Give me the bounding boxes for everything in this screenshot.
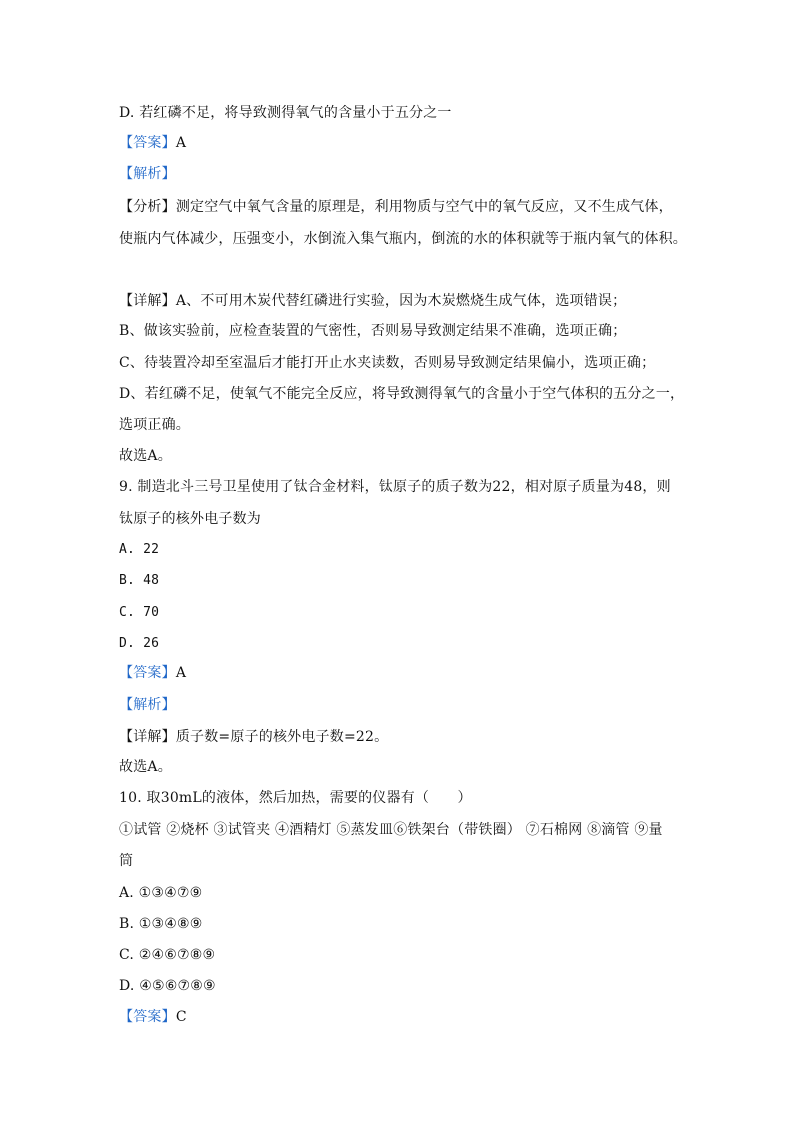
q8-fenxi-line1 bbox=[119, 197, 673, 217]
q10-option-a: A. ①③④⑦⑨ bbox=[119, 885, 203, 901]
answer-tag: 【答案】 bbox=[119, 665, 176, 681]
q8-fenxi-line2: 使瓶内气体减少，压强变小，水倒流入集气瓶内，倒流的水的体积就等于瓶内氧气的体积。 bbox=[119, 231, 687, 247]
q9-answer-line bbox=[119, 663, 186, 683]
analysis-tag: 【解析】 bbox=[119, 166, 176, 182]
q10-instruments-line2: 筒 bbox=[119, 853, 134, 869]
fenxi-text: 测定空气中氧气含量的原理是，利用物质与空气中的氧气反应，又不生成气体， bbox=[175, 199, 673, 215]
q9-conclusion: 故选A。 bbox=[119, 759, 172, 775]
q9-option-c: C. 70 bbox=[119, 605, 160, 620]
answer-tag: 【答案】 bbox=[119, 135, 176, 151]
q9-option-b: B. 48 bbox=[119, 573, 160, 588]
q10-option-d: D. ④⑤⑥⑦⑧⑨ bbox=[119, 978, 216, 994]
q8-option-d: D. 若红磷不足，将导致测得氧气的含量小于五分之一 bbox=[119, 105, 452, 121]
answer-value: C bbox=[175, 1009, 187, 1025]
q10-option-c: C. ②④⑥⑦⑧⑨ bbox=[119, 947, 216, 963]
answer-value: A bbox=[175, 665, 187, 681]
q8-detail-c: C、待装置冷却至室温后才能打开止水夹读数，否则易导致测定结果偏小，选项正确； bbox=[119, 355, 656, 371]
analysis-tag: 【解析】 bbox=[119, 697, 176, 713]
q9-option-d: D. 26 bbox=[119, 636, 160, 651]
detail-a-text: A、不可用木炭代替红磷进行实验，因为木炭燃烧生成气体，选项错误； bbox=[175, 293, 627, 309]
q8-detail-b: B、做该实验前，应检查装置的气密性，否则易导致测定结果不准确，选项正确； bbox=[119, 323, 627, 339]
answer-value: A bbox=[175, 135, 187, 151]
q9-option-a: A. 22 bbox=[119, 542, 160, 557]
q8-detail-a bbox=[119, 291, 626, 311]
detail-tag: 【详解】 bbox=[119, 293, 176, 309]
answer-tag: 【答案】 bbox=[119, 1009, 176, 1025]
detail-text: 质子数=原子的核外电子数=22。 bbox=[175, 729, 389, 745]
q10-stem: 10. 取30mL的液体，然后加热，需要的仪器有（ ） bbox=[119, 790, 472, 806]
detail-tag: 【详解】 bbox=[119, 729, 176, 745]
q8-conclusion: 故选A。 bbox=[119, 448, 172, 464]
q9-stem-line2: 钛原子的核外电子数为 bbox=[119, 511, 261, 527]
q9-stem-line1: 9. 制造北斗三号卫星使用了钛合金材料，钛原子的质子数为22，相对原子质量为48，则 bbox=[119, 479, 671, 495]
q8-analysis-tag bbox=[119, 164, 176, 184]
q8-detail-d1: D、若红磷不足，使氧气不能完全反应，将导致测得氧气的含量小于空气体积的五分之一， bbox=[119, 386, 685, 402]
q10-instruments-line1: ①试管 ②烧杯 ③试管夹 ④酒精灯 ⑤蒸发皿⑥铁架台（带铁圈） ⑦石棉网 ⑧滴管 ⑨量 bbox=[119, 822, 663, 838]
q8-detail-d2: 选项正确。 bbox=[119, 417, 190, 433]
q9-analysis-tag bbox=[119, 695, 176, 715]
q8-answer-line bbox=[119, 133, 186, 153]
q10-option-b: B. ①③④⑧⑨ bbox=[119, 916, 203, 932]
fenxi-tag: 【分析】 bbox=[119, 199, 176, 215]
q9-detail bbox=[119, 727, 388, 747]
q10-answer-line bbox=[119, 1007, 187, 1027]
